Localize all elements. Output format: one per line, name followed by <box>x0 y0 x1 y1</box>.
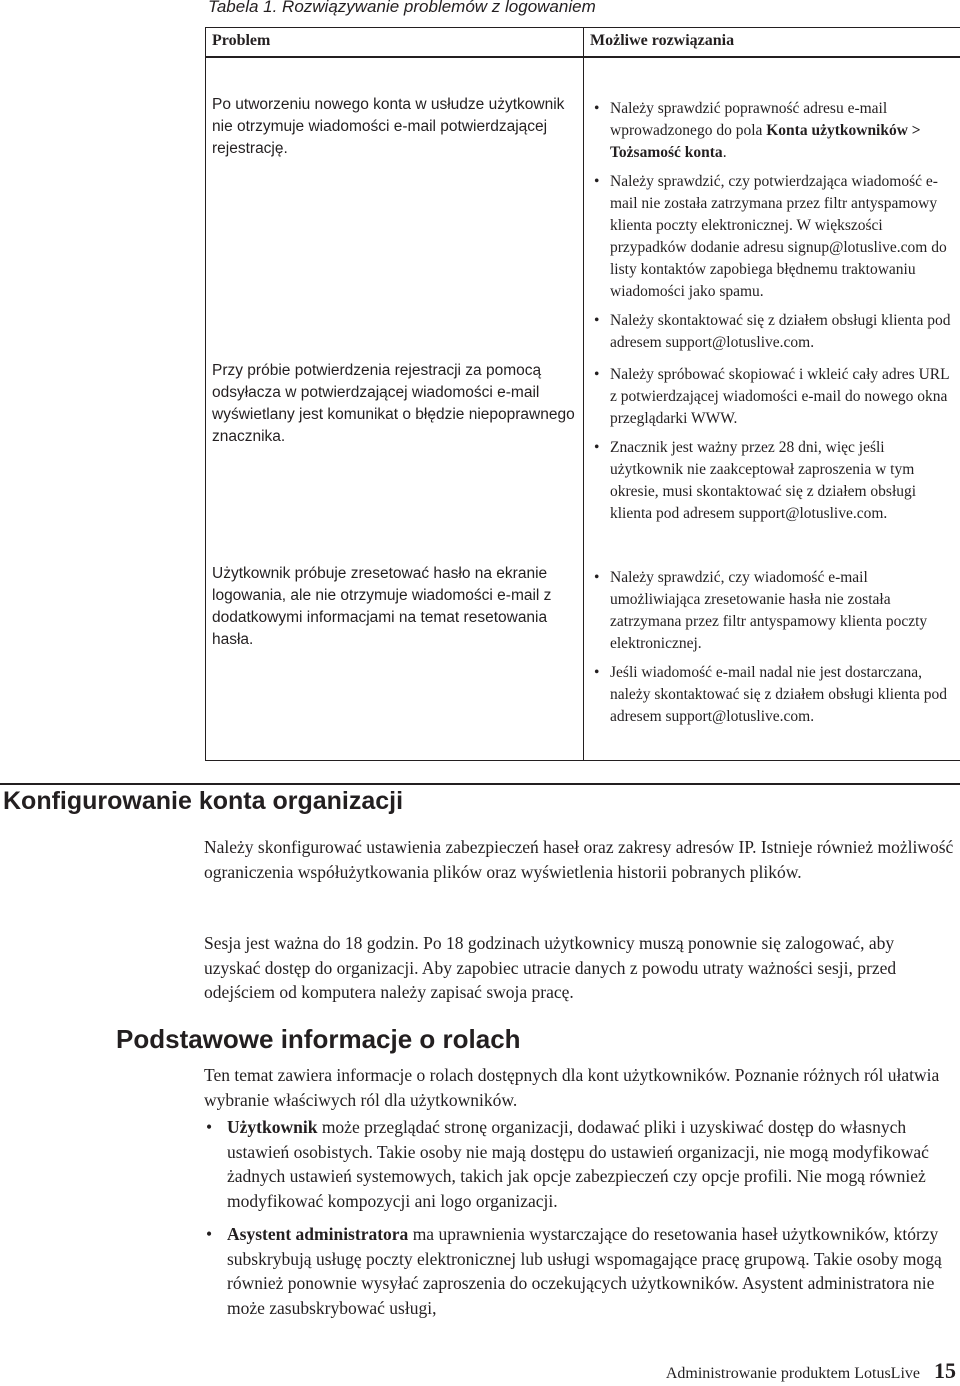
solution-text: Jeśli wiadomość e-mail nadal nie jest dostarczana, należy skontaktować się z działem obsługi klienta pod adresem support@lotuslive.com. <box>610 664 948 725</box>
list-item <box>590 567 954 655</box>
solutions-list <box>590 98 954 354</box>
list-item <box>590 171 954 303</box>
section-heading-organization: Konfigurowanie konta organizacji <box>3 787 404 815</box>
paragraph-session: Sesja jest ważna do 18 godzin. Po 18 godzinach użytkownicy muszą ponownie się zalogować, aby uzyskać dostęp do organizacji. Aby zapobiec utracie danych z powodu utraty ważności sesji, przed odejściem od komputera należy zapisać swoja pracę. <box>204 933 897 1002</box>
table-caption: Tabela 1. Rozwiązywanie problemów z logowaniem <box>208 0 596 16</box>
problem-text: Po utworzeniu nowego konta w usłudze użytkownik nie otrzymuje wiadomości e-mail potwierdzającej rejestrację. <box>212 96 565 157</box>
list-item <box>204 1222 960 1320</box>
paragraph-roles-intro: Ten temat zawiera informacje o rolach dostępnych dla kont użytkowników. Poznanie różnych ról ułatwia wybranie właściwych ról dla użytkowników. <box>204 1065 940 1110</box>
table-row <box>206 557 960 760</box>
role-description: ma uprawnienia wystarczające do resetowania haseł użytkowników, którzy subskrybują usługę poczty elektronicznej lub usługi wspomagające pracę grupową. Takie osoby mogą również ponownie wysyłać zaproszenia do oczekujących użytkowników. Asystent administratora nie może zasubskrybować usługi, <box>227 1224 942 1318</box>
page-number: 15 <box>934 1358 956 1383</box>
bullet: • <box>594 366 600 383</box>
page-footer <box>666 1358 956 1384</box>
table-row <box>206 57 960 354</box>
column-header-solutions: Możliwe rozwiązania <box>584 28 960 58</box>
solution-tail: . <box>722 144 727 161</box>
role-description: może przeglądać stronę organizacji, dodawać pliki i uzyskiwać dostęp do własnych ustawień osobistych. Takie osoby nie mają dostępu do ustawień organizacji, nie mogą modyfikować żadnych ustawień systemowych, takich jak opcje zabezpieczeń czy opcje profili. Nie mogą również modyfikować kompozycji ani logo organizacji. <box>227 1117 929 1211</box>
problem-cell <box>206 57 584 354</box>
solution-text: Znacznik jest ważny przez 28 dni, więc jeśli użytkownik nie zaakceptował zaproszenia w tym okresie, musi skontaktować się z działem obsługi klienta pod adresem support@lotuslive.com. <box>610 439 917 522</box>
solutions-list <box>590 567 954 728</box>
problem-cell <box>206 354 584 557</box>
bullet: • <box>594 439 600 456</box>
solutions-list <box>590 364 954 525</box>
bullet: • <box>594 569 600 586</box>
solutions-cell <box>584 57 960 354</box>
solution-text: Należy spróbować skopiować i wkleić cały adres URL z potwierdzającej wiadomości e-mail do nowego okna przeglądarki WWW. <box>610 366 950 427</box>
list-item <box>590 364 954 430</box>
list-item <box>590 437 954 525</box>
footer-title: Administrowanie produktem LotusLive <box>665 1365 920 1382</box>
section-divider <box>0 783 960 785</box>
list-item <box>204 1115 960 1213</box>
table-row <box>206 354 960 557</box>
problem-text: Przy próbie potwierdzenia rejestracji za pomocą odsyłacza w potwierdzającej wiadomości e-mail wyświetlany jest komunikat o błędzie niepoprawnego znacznika. <box>212 362 575 445</box>
solutions-cell <box>584 354 960 557</box>
solutions-cell <box>584 557 960 760</box>
list-item <box>590 662 954 728</box>
bullet: • <box>206 1117 213 1137</box>
solution-text: Należy skontaktować się z działem obsługi klienta pod adresem support@lotuslive.com. <box>610 312 951 351</box>
paragraph-security-settings: Należy skonfigurować ustawienia zabezpieczeń haseł oraz zakresy adresów IP. Istnieje również możliwość ograniczenia współużytkowania plików oraz wyświetlenia historii pobranych plików. <box>204 837 954 882</box>
troubleshooting-table <box>205 27 960 761</box>
role-name: Użytkownik <box>227 1117 318 1137</box>
table-header-row <box>206 28 960 58</box>
roles-list <box>204 1115 960 1320</box>
list-item <box>590 98 954 164</box>
bullet: • <box>594 312 600 329</box>
bullet: • <box>594 100 600 117</box>
bullet: • <box>206 1224 213 1244</box>
solution-text: Należy sprawdzić, czy potwierdzająca wiadomość e-mail nie została zatrzymana przez filtr antyspamowy klienta poczty elektronicznej. W większości przypadków dodanie adresu signup@lotuslive.com do listy kontaktów zapobiega błędnemu traktowaniu wiadomości jako spamu. <box>610 173 947 300</box>
bullet: • <box>594 173 600 190</box>
solution-text: Należy sprawdzić poprawność adresu e-mail wprowadzonego do pola <box>610 100 888 139</box>
ui-path: Konta użytkowników > Tożsamość konta <box>610 122 921 161</box>
solution-text: Należy sprawdzić, czy wiadomość e-mail umożliwiająca zresetowanie hasła nie została zatrzymana przez filtr antyspamowy klienta poczty elektronicznej. <box>610 569 928 652</box>
bullet: • <box>594 664 600 681</box>
column-header-problem: Problem <box>206 28 584 58</box>
problem-cell <box>206 557 584 760</box>
role-name: Asystent administratora <box>227 1224 409 1244</box>
problem-text: Użytkownik próbuje zresetować hasło na ekranie logowania, ale nie otrzymuje wiadomości e-mail z dodatkowymi informacjami na temat resetowania hasła. <box>212 565 552 648</box>
section-heading-roles: Podstawowe informacje o rolach <box>116 1024 521 1054</box>
list-item <box>590 310 954 354</box>
